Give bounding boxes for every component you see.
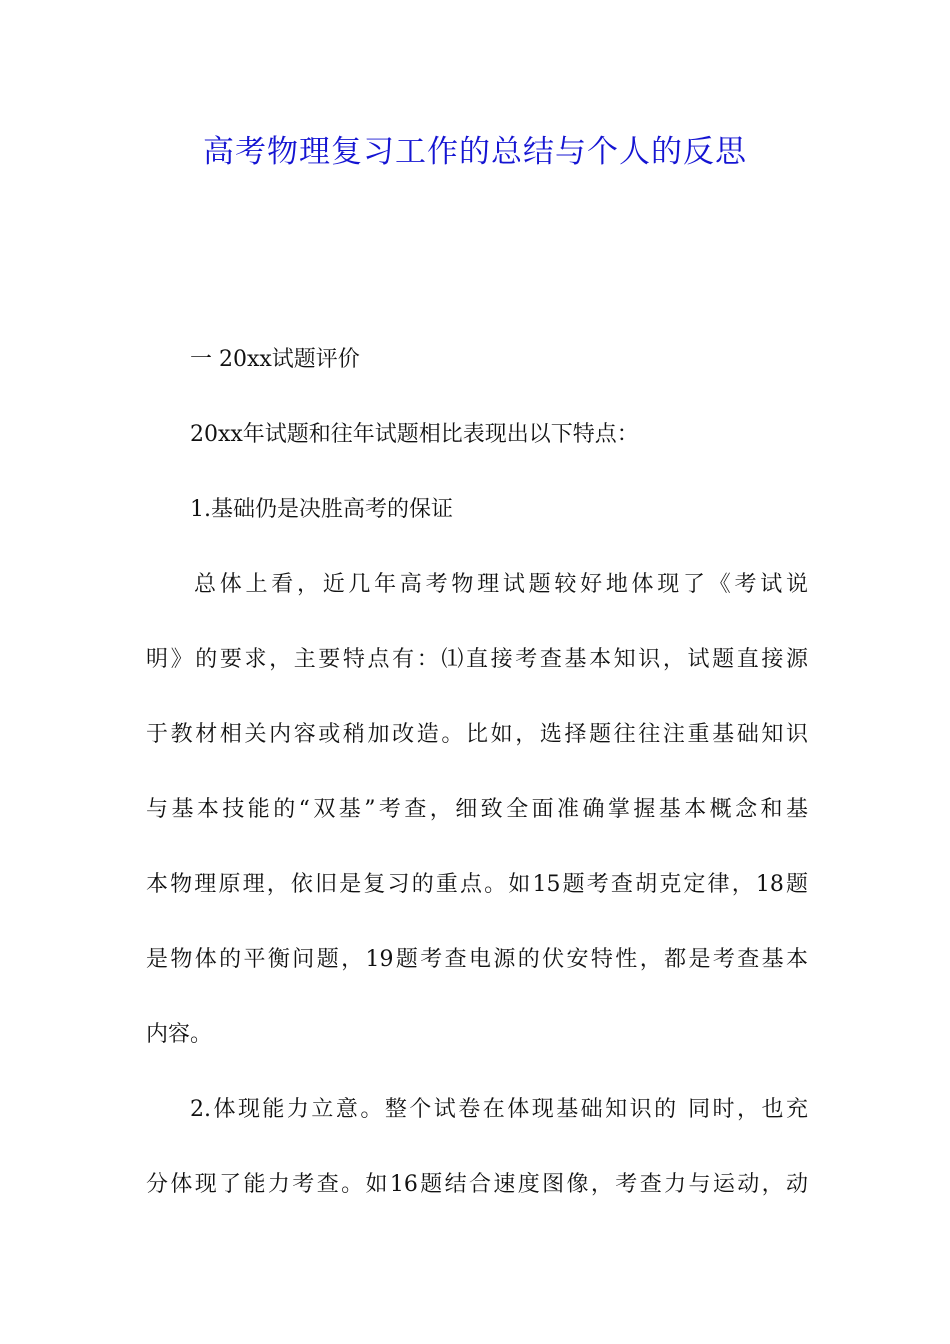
paragraph-line: 是物体的平衡问题，19题考查电源的伏安特性，都是考查基本: [146, 947, 808, 972]
document-body: [146, 338, 808, 1238]
paragraph-line: 于教材相关内容或稍加改造。比如，选择题往往注重基础知识: [146, 722, 808, 747]
paragraph-line: 内容。: [146, 1022, 213, 1047]
paragraph-line: 本物理原理，依旧是复习的重点。如15题考查胡克定律，18题: [146, 872, 808, 897]
paragraph-line: 与基本技能的“双基”考查，细致全面准确掌握基本概念和基: [146, 797, 808, 822]
paragraph-line: 分体现了能力考查。如16题结合速度图像，考查力与运动，动: [146, 1172, 808, 1197]
section-heading: 一 20xx试题评价: [190, 347, 360, 372]
subheading: 1.基础仍是决胜高考的保证: [190, 497, 453, 522]
paragraph-line: 20xx年试题和往年试题相比表现出以下特点：: [190, 422, 639, 447]
paragraph-line: 明》的要求，主要特点有：⑴直接考查基本知识，试题直接源: [146, 647, 808, 672]
paragraph-line: 2.体现能力立意。整个试卷在体现基础知识的 同时，也充: [190, 1097, 808, 1122]
document-title: 高考物理复习工作的总结与个人的反思: [203, 134, 747, 170]
paragraph-line: 总体上看，近几年高考物理试题较好地体现了《考试说: [194, 572, 808, 597]
